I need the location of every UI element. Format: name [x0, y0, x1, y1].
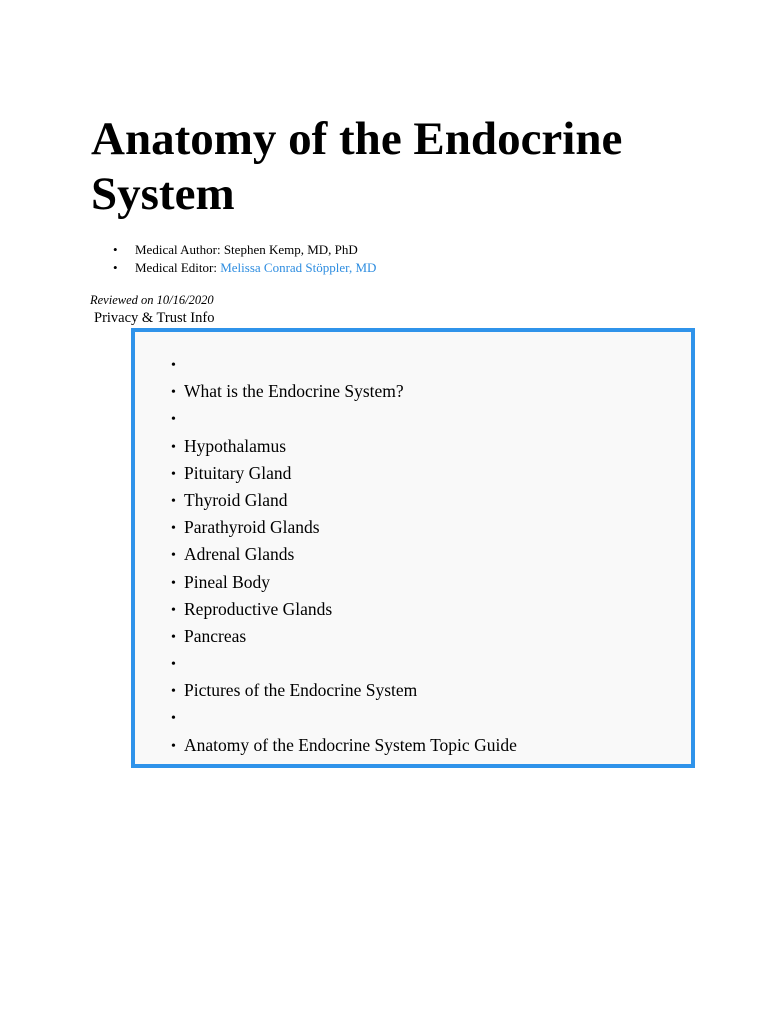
- toc-link[interactable]: Anatomy of the Endocrine System Topic Guide: [184, 734, 517, 755]
- toc-item: [171, 433, 517, 460]
- toc-link[interactable]: Parathyroid Glands: [184, 517, 320, 538]
- toc-item: [171, 569, 517, 596]
- table-of-contents: [131, 328, 695, 768]
- reviewed-date: Reviewed on 10/16/2020: [90, 293, 214, 307]
- toc-link[interactable]: Hypothalamus: [184, 435, 287, 456]
- toc-link[interactable]: Thyroid Gland: [184, 489, 288, 510]
- editor-role-label: Medical Editor:: [135, 260, 221, 275]
- toc-item: [171, 405, 517, 432]
- toc-link[interactable]: Pancreas: [184, 625, 247, 646]
- toc-link[interactable]: Pituitary Gland: [184, 462, 292, 483]
- privacy-trust-link[interactable]: Privacy & Trust Info: [94, 310, 215, 326]
- author-role-label: Medical Author:: [135, 242, 224, 257]
- toc-item: [171, 596, 517, 623]
- editor-name-link[interactable]: Melissa Conrad Stöppler, MD: [220, 260, 377, 275]
- toc-link[interactable]: Reproductive Glands: [184, 598, 333, 619]
- toc-list: [171, 351, 517, 759]
- toc-item: [171, 623, 517, 650]
- author-item: [113, 241, 376, 259]
- toc-item: [171, 677, 517, 704]
- author-list: [113, 241, 376, 277]
- toc-item: [171, 704, 517, 731]
- toc-link[interactable]: What is the Endocrine System?: [184, 381, 404, 402]
- author-name: Stephen Kemp, MD, PhD: [223, 242, 358, 257]
- toc-item: [171, 487, 517, 514]
- toc-item: [171, 732, 517, 759]
- editor-item: [113, 259, 376, 277]
- toc-item: [171, 514, 517, 541]
- toc-link[interactable]: Pictures of the Endocrine System: [184, 680, 418, 701]
- toc-item: [171, 378, 517, 405]
- toc-item: [171, 541, 517, 568]
- toc-link[interactable]: Pineal Body: [184, 571, 271, 592]
- toc-link[interactable]: Adrenal Glands: [184, 544, 295, 565]
- toc-item: [171, 351, 517, 378]
- page-title: Anatomy of the Endocrine System: [91, 113, 623, 220]
- toc-item: [171, 460, 517, 487]
- toc-item: [171, 650, 517, 677]
